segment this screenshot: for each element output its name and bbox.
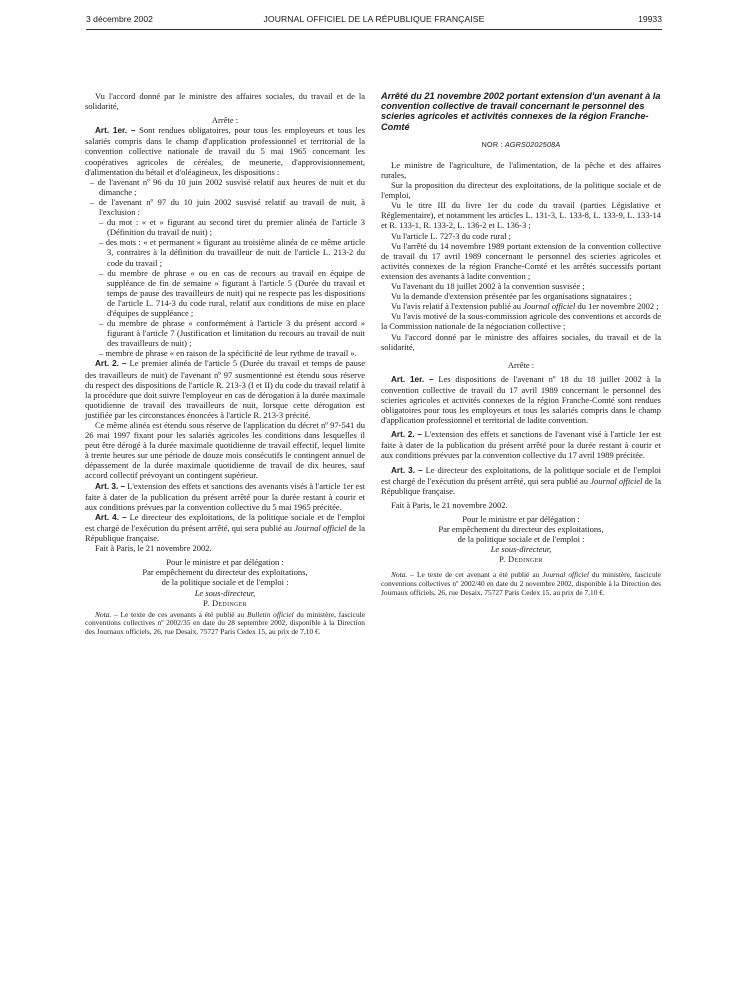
left-article-3 (85, 481, 365, 512)
left-art4-text-a: Le directeur des exploitations, de la politique sociale et de l'emploi est chargé de l'exécution du présent arrêté, qui sera publié au (85, 511, 365, 533)
right-art3-text-a: Le directeur des exploitations, de la politique sociale et de l'emploi est chargé de l'exécution du présent arrêté, qui sera publié au (381, 464, 661, 486)
left-nota-a: – Le texte de ces avenants a été publié au (111, 609, 248, 619)
right-sig-line-2: Par empêchement du directeur des exploitations, (438, 524, 604, 534)
left-art2-text-2: Ce même alinéa est étendu sous réserve de l'application du décret nº 97-541 du 26 mai 1997 fixant pour les salariés agricoles les conditions dans lesquelles il peut être dérogé à la durée maximale quotidienne de travail effectif, lequel limite à trente heures sur une période de douze mois consécutifs le contingent annuel de dépassement de la durée maximale quotidienne de travail de dix heures, sauf accord collectif prévoyant un contingent supérieur. (85, 420, 365, 481)
right-p4: Vu l'article L. 727-3 du code rural ; (391, 230, 511, 241)
right-nota-label: Nota. (391, 570, 408, 580)
left-art1-sub-3: – du membre de phrase « ou en cas de recours au travail en équipe de suppléance de fin de semaine » figurant à l'article 5 (Durée du travail et temps de pause des travailleurs de nuit) qui ne respecte pas les dispositions de l'article L. 714-3 du code rural, relatif aux conditions de mise en place d'équipes de suppléance ; (99, 267, 365, 318)
left-sig-name: P. Dedinger (203, 597, 247, 608)
right-art1-text: Les dispositions de l'avenant nº 18 du 18 juillet 2002 à la convention collective de travail du 17 avril 1989 concernant le personnel des scieries agricoles et activités connexes de la région Franche-Comté sont rendues obligatoires pour tous les employeurs et tous les salariés compris dans le champ d'application professionnel et territorial de ladite convention. (381, 373, 661, 426)
right-art2-label: Art. 2. – (391, 430, 422, 440)
left-article-2 (85, 358, 365, 420)
left-art4-label: Art. 4. – (95, 512, 127, 522)
left-sig-line-1: Pour le ministre et par délégation : (166, 557, 284, 568)
right-article-2 (381, 429, 661, 460)
right-art3-journal: Journal officiel (590, 475, 643, 486)
left-art1-sub-4: – du membre de phrase « conformément à l'article 3 du présent accord » figurant à l'article 7 (Justification et limitation du recours au travail de nuit des travailleurs de nuit) ; (99, 318, 365, 349)
left-sig-line-3: de la politique sociale et de l'emploi : (161, 577, 289, 588)
left-nota-b: du ministère, fascicule conventions collectives nº 2002/35 en date du 28 septembre 2002, disponible à la Direction des Journaux officiels, 26, rue Desaix, 75727 Paris Cedex 15, au prix de 7,10 €. (85, 609, 365, 637)
left-art1-label: Art. 1er. – (95, 126, 136, 136)
left-article-1 (85, 125, 365, 176)
right-art3-label: Art. 3. – (391, 465, 423, 475)
right-art2-text: L'extension des effets et sanctions de l'avenant visé à l'article 1er est faite à dater de la publication du présent arrêté pour la durée restant à courir et aux conditions prévues par la convention collective du 17 avril 1989 précitée. (381, 429, 661, 461)
left-nota (85, 611, 365, 637)
right-column (381, 91, 661, 598)
left-art2-label: Art. 2. – (95, 359, 127, 369)
nor-code: AGRS0202508A (504, 139, 561, 149)
right-p8-journal: Journal officiel (523, 301, 576, 312)
left-article-4 (85, 512, 365, 543)
page-header (86, 14, 662, 28)
decree-title: Arrêté du 21 novembre 2002 portant extension d'un avenant à la convention collective de travail concernant le personnel des scieries agricoles et activités connexes de la région Franche-Comté (381, 91, 661, 132)
right-arrete: Arrête : (507, 359, 535, 370)
right-sig-role: Le sous-directeur, (490, 544, 552, 555)
right-p8 (381, 301, 661, 311)
right-nota-b: du ministère, fascicule conventions collectives nº 2002/40 en date du 2 novembre 2002, disponible à la Direction des Journaux officiels, 26, rue Desaix, 75727 Paris Cedex 15, au prix de 7,10 €. (381, 570, 661, 597)
right-p7: Vu la demande d'extension présentée par les organisations signataires ; (391, 291, 632, 302)
left-art1-sub-5: – membre de phrase « en raison de la spécificité de leur rythme de travail ». (99, 348, 357, 359)
left-art2-text: Le premier alinéa de l'article 5 (Durée du travail et temps de pause des travailleurs de nuit) de l'avenant nº 97 susmentionné est étendu sous réserve du respect des dispositions de l'article R. 213-3 (I et II) du code du travail relatif à la procédure que doit suivre l'employeur en cas de dérogation à la durée maximale quotidienne de travail des travailleurs de nuit, lorsque cette dérogation est justifiée par les circonstances énoncées à l'article R. 213-3 précité. (85, 358, 365, 420)
right-sig-line-1: Pour le ministre et par délégation : (462, 513, 580, 524)
left-art3-label: Art. 3. – (95, 481, 126, 491)
right-article-3 (381, 465, 661, 496)
left-done: Fait à Paris, le 21 novembre 2002. (95, 543, 212, 554)
left-nota-label: Nota. (95, 609, 112, 619)
right-p3: Vu le titre III du livre 1er du code du travail (parties Législative et Réglementaire), et notamment les articles L. 131-3, L. 133-8, L. 133-9, L. 133-14 et R. 133-1, R. 133-2, L. 136-2 et L. 136-3 ; (381, 200, 661, 231)
left-art4-journal: Journal officiel (294, 522, 347, 533)
right-art3-text-b: de la République française. (381, 475, 661, 496)
nor-label: NOR : (481, 139, 505, 149)
header-title: JOURNAL OFFICIEL DE LA RÉPUBLIQUE FRANÇAISE (263, 14, 485, 24)
nor-reference (381, 140, 661, 150)
header-date: 3 décembre 2002 (86, 14, 153, 24)
left-sig-line-2: Par empêchement du directeur des exploitations, (142, 567, 308, 578)
right-p8-a: Vu l'avis relatif à l'extension publié au (391, 301, 524, 312)
header-rule (86, 29, 662, 30)
right-p1: Le ministre de l'agriculture, de l'alimentation, de la pêche et des affaires rurales, (381, 159, 661, 180)
right-article-1 (381, 374, 661, 425)
right-p2: Sur la proposition du directeur des exploitations, de la politique sociale et de l'emploi, (381, 180, 661, 201)
left-nota-bulletin: Bulletin officiel (247, 609, 294, 619)
right-sig-line-3: de la politique sociale et de l'emploi : (457, 534, 585, 545)
left-intro: Vu l'accord donné par le ministre des affaires sociales, du travail et de la solidarité, (85, 91, 365, 112)
right-p10: Vu l'accord donné par le ministre des affaires sociales, du travail et de la solidarité, (381, 331, 661, 352)
left-art1-dash-1: – de l'avenant nº 96 du 10 juin 2002 susvisé relatif aux heures de nuit et du dimanche ; (90, 176, 365, 197)
right-p8-b: du 1er novembre 2002 ; (575, 301, 659, 312)
header-page-number: 19933 (638, 14, 662, 24)
right-art1-label: Art. 1er. – (391, 374, 434, 384)
right-done: Fait à Paris, le 21 novembre 2002. (391, 499, 508, 510)
right-p9: Vu l'avis motivé de la sous-commission agricole des conventions et accords de la Commission nationale de la négociation collective ; (381, 311, 661, 332)
right-p5: Vu l'arrêté du 14 novembre 1989 portant extension de la convention collective de travail du 17 avril 1989 concernant le personnel des scieries agricoles et activités connexes de la région Franche-Comté et les arrêtés successifs portant extension des avenants à ladite convention ; (381, 240, 661, 281)
left-art1-sub-2: – des mots : « et permanent » figurant au troisième alinéa de ce même article 3, contraires à la définition du travailleur de nuit de l'article L. 213-2 du code du travail ; (99, 237, 365, 268)
left-art1-dash-2: – de l'avenant nº 97 du 10 juin 2002 susvisé relatif au travail de nuit, à l'exclusion : (90, 196, 365, 218)
left-column (85, 91, 365, 637)
left-art1-sub-1: – du mot : « et » figurant au second tiret du premier alinéa de l'article 3 (Définition du travail de nuit) ; (99, 217, 365, 238)
right-nota-a: – Le texte de cet avenant a été publié au (407, 570, 543, 580)
left-sig-role: Le sous-directeur, (194, 587, 256, 598)
right-nota-journal: Journal officiel (542, 570, 589, 580)
right-sig-name: P. Dedinger (499, 554, 543, 565)
right-p6: Vu l'avenant du 18 juillet 2002 à la convention susvisée ; (391, 281, 585, 292)
left-art3-text: L'extension des effets et sanctions des avenants visés à l'article 1er est faite à dater de la publication du présent arrêté pour la durée restant à courir et aux conditions prévues par la convention collective du 5 mai 1965 précitée. (85, 480, 365, 512)
left-art1-text: Sont rendues obligatoires, pour tous les employeurs et tous les salariés compris dans le champ d'application professionnel et territorial de la convention collective nationale de travail du 5 mai 1965 concernant les coopératives agricoles de céréales, de meunerie, d'approvisionnement, d'alimentation du bétail et d'oléagineux, les dispositions : (85, 125, 366, 177)
right-nota (381, 571, 661, 597)
left-arrete: Arrête : (211, 115, 239, 126)
left-art4-text-b: de la République française. (85, 522, 365, 544)
